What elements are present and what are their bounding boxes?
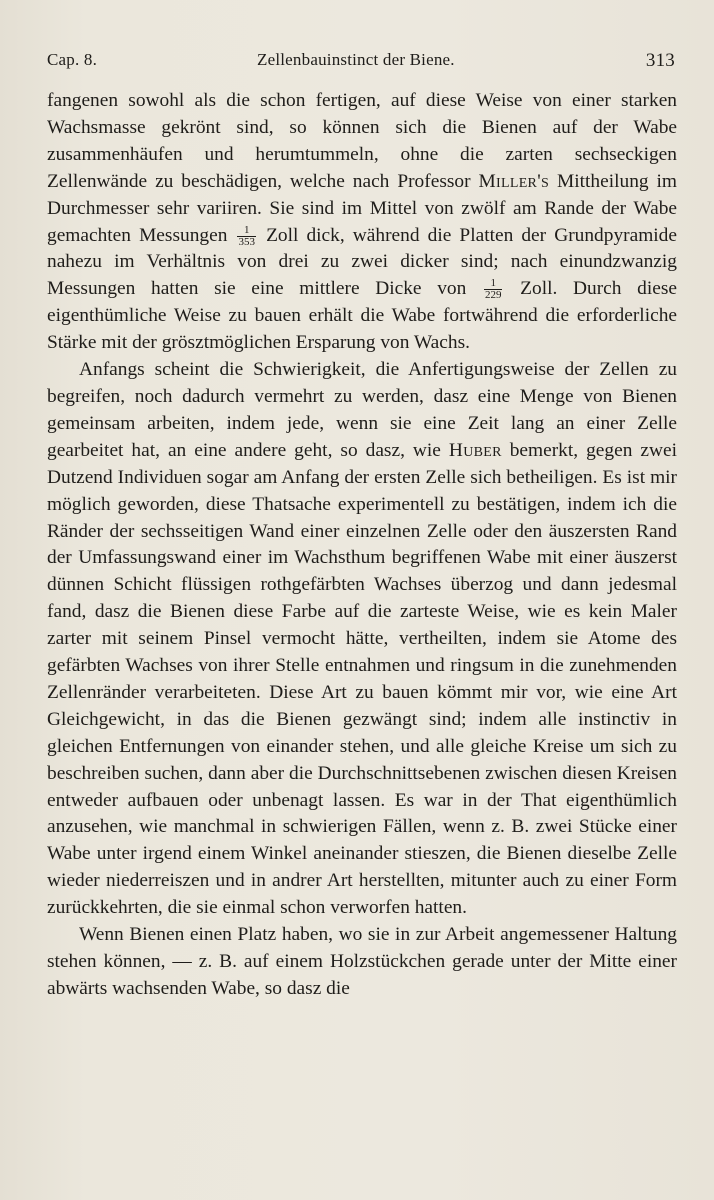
paragraph-2	[47, 357, 677, 922]
body-text	[47, 88, 677, 1003]
fraction-2-denominator: 229	[484, 289, 502, 302]
paragraph-1-text-b: Mittheilung im Durchmesser sehr variiren. Sie sind im Mittel von zwölf am Rande der Wabe gemachten Messungen	[47, 170, 677, 246]
fraction-1-numerator: 1	[237, 225, 256, 237]
running-header	[47, 46, 675, 74]
author-name-miller: Miller's	[478, 170, 550, 192]
paragraph-1-text-c: Zoll dick, während die Platten der Grundpyramide nahezu im Verhältnis von drei zu zwei dicker sind; nach einundzwanzig Messungen hatten sie eine mittlere Dicke von	[47, 224, 677, 300]
paragraph-1	[47, 88, 677, 357]
paragraph-3	[47, 922, 677, 1003]
running-title: Zellenbauinstinct der Biene.	[257, 50, 455, 69]
fraction-2	[484, 278, 503, 301]
fraction-2-numerator: 1	[484, 278, 503, 290]
fraction-1	[237, 225, 256, 248]
paragraph-3-text: Wenn Bienen einen Platz haben, wo sie in zur Arbeit angemessener Haltung stehen können, — z. B. auf einem Holzstückchen gerade unter der Mitte einer abwärts wachsenden Wabe, so dasz die	[47, 924, 677, 999]
author-name-huber: Huber	[448, 439, 502, 461]
paragraph-2-text-b: bemerkt, gegen zwei Dutzend Individuen sogar am Anfang der ersten Zelle sich betheiligen. Es ist mir möglich geworden, diese Thatsache experimentell zu bestätigen, indem ich die Ränder der sechsseitigen Wand einer einzelnen Zelle oder den äuszersten Rand der Umfassungswand einer im Wachsthum begriffenen Wabe mit einer äuszerst dünnen Schicht flüssigen rothgefärbten Wachses überzog und dann jedesmal fand, dasz die Bienen diese Farbe auf die zarteste Weise, wie es kein Maler zarter mit seinem Pinsel vermocht hätte, vertheilten, indem sie Atome des gefärbten Wachses von ihrer Stelle entnahmen und ringsum in die zunehmenden Zellenränder verarbeiteten. Diese Art zu bauen kömmt mir vor, wie eine Art Gleichgewicht, in das die Bienen gezwängt sind; indem alle instinctiv in gleichen Entfernungen von einander stehen, und alle gleiche Kreise um sich zu beschreiben suchen, dann aber die Durchschnittsebenen zwischen diesen Kreisen entweder aufbauen oder unbenagt lassen. Es war in der That eigenthümlich anzusehen, wie manchmal in schwierigen Fällen, wenn z. B. zwei Stücke einer Wabe unter irgend einem Winkel aneinander stieszen, die Bienen dieselbe Zelle wieder niederreiszen und in andrer Art herstellten, mitunter auch zu einer Form zurückkehrten, die sie einmal schon verworfen hatten.	[47, 439, 677, 919]
fraction-1-denominator: 353	[238, 235, 255, 248]
page-number: 313	[645, 50, 675, 71]
chapter-label: Cap. 8.	[47, 50, 98, 69]
paragraph-1-text-d: Zoll. Durch diese eigenthümliche Weise zu bauen erhält die Wabe fortwährend die erforderliche Stärke mit der grösztmöglichen Ersparung von Wachs.	[47, 278, 677, 354]
paragraph-2-text-a: Anfangs scheint die Schwierigkeit, die Anfertigungsweise der Zellen zu begreifen, noch dadurch vermehrt zu werden, dasz eine Menge von Bienen gemeinsam arbeiten, indem jede, wenn sie eine Zeit lang an einer Zelle gearbeitet hat, an eine andere geht, so dasz, wie	[47, 359, 677, 461]
paragraph-1-text-a: fangenen sowohl als die schon fertigen, auf diese Weise von einer starken Wachsmasse gekrönt sind, so können sich die Bienen auf der Wabe zusammenhäufen und herumtummeln, ohne die zarten sechseckigen Zellenwände zu beschädigen, welche nach Professor	[47, 90, 677, 192]
